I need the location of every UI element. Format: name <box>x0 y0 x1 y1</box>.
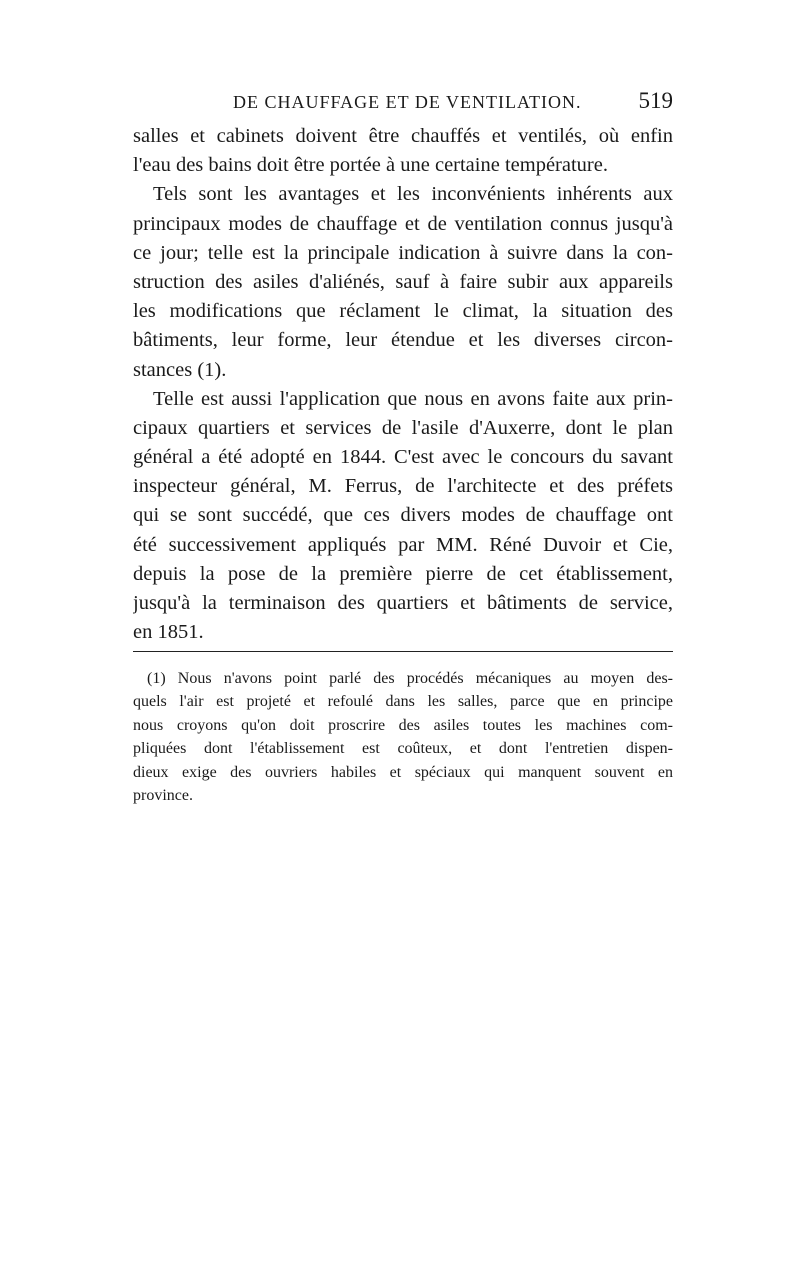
body-line: général a été adopté en 1844. C'est avec le concours du savant <box>133 446 673 469</box>
body-line: depuis la pose de la première pierre de cet établissement, <box>133 562 673 585</box>
footnote-line: dieux exige des ouvriers habiles et spéciaux qui manquent souvent en <box>133 763 673 781</box>
body-line: en 1851. <box>133 621 204 644</box>
body-line: bâtiments, leur forme, leur étendue et les diverses circon- <box>133 329 673 352</box>
footnote-line: quels l'air est projeté et refoulé dans les salles, parce que en principe <box>133 693 673 711</box>
body-line: l'eau des bains doit être portée à une certaine température. <box>133 154 608 177</box>
page-number: 519 <box>638 88 673 113</box>
body-line: struction des asiles d'aliénés, sauf à faire subir aux appareils <box>133 270 673 293</box>
footnote-rule <box>133 651 673 652</box>
body-line: principaux modes de chauffage et de ventilation connus jusqu'à <box>133 212 673 235</box>
body-line: été successivement appliqués par MM. Réné Duvoir et Cie, <box>133 533 673 556</box>
footnote <box>133 667 673 807</box>
footnote-line: (1) Nous n'avons point parlé des procédés mécaniques au moyen des- <box>147 670 673 687</box>
body-line: Tels sont les avantages et les inconvénients inhérents aux <box>153 183 673 206</box>
running-title: DE CHAUFFAGE ET DE VENTILATION. <box>233 92 582 112</box>
footnote-line: province. <box>133 786 193 804</box>
body-line: salles et cabinets doivent être chauffés et ventilés, où enfin <box>133 125 673 147</box>
body-line: cipaux quartiers et services de l'asile d'Auxerre, dont le plan <box>133 416 673 439</box>
body-text <box>133 122 673 647</box>
footnote-line: pliquées dont l'établissement est coûteux, et dont l'entretien dispen- <box>133 740 673 758</box>
body-line: inspecteur général, M. Ferrus, de l'architecte et des préfets <box>133 475 673 498</box>
footnote-line: nous croyons qu'on doit proscrire des asiles toutes les machines com- <box>133 716 673 734</box>
body-line: stances (1). <box>133 358 227 381</box>
body-line: Telle est aussi l'application que nous en avons faite aux prin- <box>153 387 673 410</box>
running-head <box>133 88 673 122</box>
body-line: qui se sont succédé, que ces divers modes de chauffage ont <box>133 504 673 527</box>
body-line: les modifications que réclament le climat, la situation des <box>133 300 673 323</box>
body-line: jusqu'à la terminaison des quartiers et bâtiments de service, <box>133 592 673 614</box>
body-line: ce jour; telle est la principale indication à suivre dans la con- <box>133 241 673 264</box>
